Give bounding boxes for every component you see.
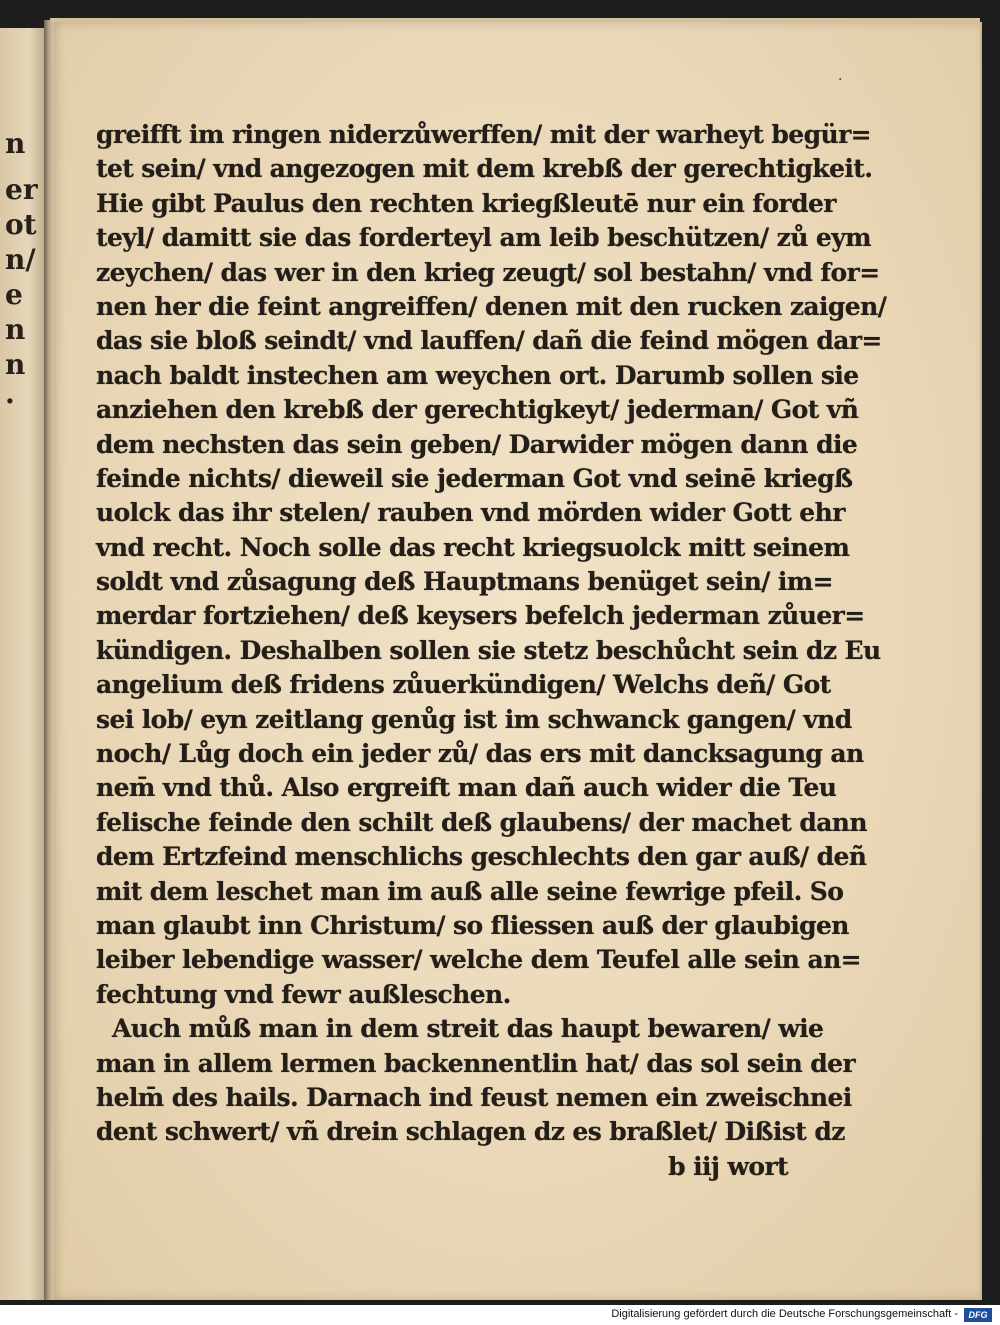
left-page-fragment: er (5, 173, 38, 206)
text-line: Hie gibt Paulus den rechten kriegßleutē nur ein forder (96, 188, 836, 218)
text-line: nem̄ vnd thů. Also ergreift man dañ auch wider die Teu (96, 773, 837, 803)
text-line: anziehen den krebß der gerechtigkeyt/ jederman/ Got vñ (96, 395, 859, 425)
text-line: greifft im ringen niderzůwerffen/ mit der warheyt begür= (96, 120, 871, 149)
left-page-fragment: ot (5, 208, 37, 241)
page-mark: · (838, 72, 843, 88)
text-line: angelium deß fridens zůuerkündigen/ Welchs deñ/ Got (96, 670, 831, 700)
text-line: dem Ertzfeind menschlichs geschlechts den gar auß/ deñ (96, 842, 867, 872)
left-page-fragment: . (5, 377, 15, 410)
text-line: dem nechsten das sein geben/ Darwider mögen dann die (96, 429, 858, 459)
left-page-fragment: n (5, 313, 26, 346)
left-page-fragment: n/ (5, 243, 36, 276)
left-page-fragment: n (5, 348, 26, 381)
text-line: das sie bloß seindt/ vnd lauffen/ dañ die feind mögen dar= (96, 326, 882, 356)
left-page-fragment: n (5, 127, 26, 160)
digitization-footer (0, 1305, 1000, 1325)
text-line: nach baldt instechen am weychen ort. Darumb sollen sie (96, 360, 859, 390)
text-line: merdar fortziehen/ deß keysers befelch jederman zůuer= (96, 601, 865, 631)
text-line: sei lob/ eyn zeitlang genůg ist im schwanck gangen/ vnd (96, 704, 852, 734)
text-line: uolck das ihr stelen/ rauben vnd mörden wider Gott ehr (96, 498, 845, 528)
text-line: mit dem leschet man im auß alle seine fewrige pfeil. So (96, 876, 844, 906)
left-facing-page (0, 28, 48, 1300)
text-line: man in allem lermen backennentlin hat/ das sol sein der (96, 1048, 856, 1078)
text-line: vnd recht. Noch solle das recht kriegsuolck mitt seinem (96, 532, 850, 562)
signature-line: b iij wort (668, 1151, 788, 1181)
footer-credit: Digitalisierung gefördert durch die Deutsche Forschungsgemeinschaft - (611, 1308, 958, 1320)
text-line: tet sein/ vnd angezogen mit dem krebß der gerechtigkeit. (96, 154, 873, 184)
text-line: Auch můß man in dem streit das haupt bewaren/ wie (112, 1014, 824, 1044)
text-line: soldt vnd zůsagung deß Hauptmans benüget sein/ im= (96, 567, 834, 597)
text-line: feinde nichts/ dieweil sie jederman Got vnd seinē kriegß (96, 463, 853, 493)
text-line: man glaubt inn Christum/ so fliessen auß der glaubigen (96, 910, 849, 940)
text-line: helm̄ des hails. Darnach ind feust nemen ein zweischnei (96, 1082, 852, 1112)
page-text-block (96, 118, 887, 1184)
text-line: kündigen. Deshalben sollen sie stetz beschůcht sein dz Eu (96, 635, 881, 665)
text-line: fechtung vnd fewr außleschen. (96, 979, 511, 1009)
text-line: teyl/ damitt sie das forderteyl am leib beschützen/ zů eym (96, 223, 872, 253)
book-gutter (44, 20, 54, 1300)
text-line: dent schwert/ vñ drein schlagen dz es braßlet/ Dißist dz (96, 1117, 845, 1147)
text-line: felische feinde den schilt deß glaubens/ der machet dann (96, 807, 867, 837)
dfg-logo: DFG (964, 1308, 992, 1322)
text-line: nen her die feint angreiffen/ denen mit den rucken zaigen/ (96, 291, 887, 321)
left-page-fragment: e (5, 278, 23, 311)
text-line: noch/ Lůg doch ein jeder zů/ das ers mit dancksagung an (96, 739, 864, 769)
text-line: zeychen/ das wer in den krieg zeugt/ sol bestahn/ vnd for= (96, 257, 880, 287)
text-line: leiber lebendige wasser/ welche dem Teufel alle sein an= (96, 945, 862, 975)
